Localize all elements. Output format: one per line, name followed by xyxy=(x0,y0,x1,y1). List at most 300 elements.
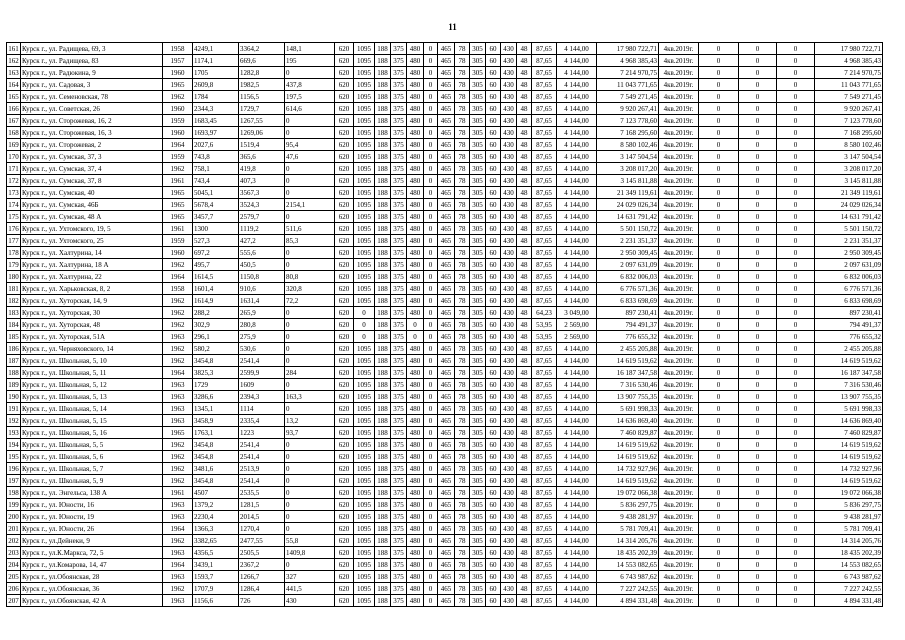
cell-price-1: 620 xyxy=(335,355,354,367)
cell-grand-total: 4 968 385,43 xyxy=(815,55,883,67)
cell-row-number: 172 xyxy=(8,176,19,185)
cell-grand-total: 14 619 519,62 xyxy=(815,439,883,451)
cell-price-11: 430 xyxy=(501,439,517,451)
cell-price-4: 375 xyxy=(391,235,407,247)
table-row xyxy=(7,55,883,67)
table-row xyxy=(7,427,883,439)
cell-period: 4кв.2019г. xyxy=(659,295,699,307)
cell-value-1: 0 xyxy=(699,487,739,499)
cell-price-10: 60 xyxy=(486,511,501,523)
cell-unit-cost: 4 144,00 xyxy=(557,139,597,151)
cell-total-cost: 7 316 530,46 xyxy=(597,379,659,391)
cell-tariff: 87,65 xyxy=(532,67,557,79)
table-row xyxy=(7,379,883,391)
cell-grand-total: 7 227 242,55 xyxy=(815,583,883,595)
cell-price-2: 1095 xyxy=(354,367,375,379)
cell-price-12: 48 xyxy=(517,151,532,163)
cell-price-11: 430 xyxy=(501,427,517,439)
cell-grand-total: 7 214 970,75 xyxy=(815,67,883,79)
cell-tariff: 87,65 xyxy=(532,355,557,367)
cell-price-12: 48 xyxy=(517,295,532,307)
cell-value-1: 0 xyxy=(699,571,739,583)
cell-period: 4кв.2019г. xyxy=(659,211,699,223)
table-row xyxy=(7,115,883,127)
cell-price-9: 305 xyxy=(470,103,486,115)
cell-unit-cost: 4 144,00 xyxy=(557,67,597,79)
cell-tariff: 87,65 xyxy=(532,163,557,175)
cell-price-12: 48 xyxy=(517,307,532,319)
cell-grand-total: 2 231 351,37 xyxy=(815,235,883,247)
cell-price-12: 48 xyxy=(517,355,532,367)
cell-value-1: 0 xyxy=(699,235,739,247)
cell-value-2: 0 xyxy=(739,391,777,403)
table-row xyxy=(7,283,883,295)
cell-total-area: 580,2 xyxy=(193,343,239,355)
cell-unit-cost: 4 144,00 xyxy=(557,535,597,547)
cell-row-number: 190 xyxy=(8,392,19,401)
cell-unit-cost: 4 144,00 xyxy=(557,295,597,307)
cell-price-9: 305 xyxy=(470,139,486,151)
cell-price-10: 60 xyxy=(486,379,501,391)
cell-price-10: 60 xyxy=(486,367,501,379)
cell-grand-total: 14 619 519,62 xyxy=(815,355,883,367)
cell-price-12: 48 xyxy=(517,343,532,355)
cell-total-area: 296,1 xyxy=(193,331,239,343)
cell-price-7: 465 xyxy=(438,151,455,163)
cell-nonresidential-area: 0 xyxy=(285,127,335,139)
cell-period: 4кв.2019г. xyxy=(659,451,699,463)
cell-value-2: 0 xyxy=(739,475,777,487)
cell-total-cost: 3 147 504,54 xyxy=(597,151,659,163)
cell-price-7: 465 xyxy=(438,511,455,523)
cell-value-2: 0 xyxy=(739,55,777,67)
cell-price-1: 620 xyxy=(335,223,354,235)
cell-price-11: 430 xyxy=(501,43,517,55)
cell-price-8: 78 xyxy=(455,55,470,67)
cell-price-12: 48 xyxy=(517,499,532,511)
cell-price-10: 60 xyxy=(486,559,501,571)
cell-price-12: 48 xyxy=(517,55,532,67)
cell-year-built: 1963 xyxy=(163,499,193,511)
cell-unit-cost: 3 049,00 xyxy=(557,307,597,319)
cell-tariff: 87,65 xyxy=(532,43,557,55)
cell-value-1: 0 xyxy=(699,247,739,259)
cell-price-3: 188 xyxy=(375,307,391,319)
cell-grand-total: 11 043 771,65 xyxy=(815,79,883,91)
cell-value-1: 0 xyxy=(699,79,739,91)
cell-price-6: 0 xyxy=(424,379,438,391)
cell-grand-total: 14 636 869,40 xyxy=(815,415,883,427)
cell-nonresidential-area: 1409,8 xyxy=(285,547,335,559)
cell-nonresidential-area: 0 xyxy=(285,487,335,499)
cell-period: 4кв.2019г. xyxy=(659,319,699,331)
cell-price-9: 305 xyxy=(470,511,486,523)
cell-price-6: 0 xyxy=(424,451,438,463)
cell-price-10: 60 xyxy=(486,271,501,283)
cell-period: 4кв.2019г. xyxy=(659,175,699,187)
cell-value-2: 0 xyxy=(739,331,777,343)
cell-price-11: 430 xyxy=(501,595,517,607)
cell-total-cost: 14 619 519,62 xyxy=(597,355,659,367)
cell-value-1: 0 xyxy=(699,403,739,415)
cell-grand-total: 21 349 119,61 xyxy=(815,187,883,199)
cell-row-number: 193 xyxy=(8,428,19,437)
cell-price-9: 305 xyxy=(470,499,486,511)
cell-price-7: 465 xyxy=(438,403,455,415)
cell-price-7: 465 xyxy=(438,187,455,199)
cell-value-1: 0 xyxy=(699,175,739,187)
cell-grand-total: 5 501 150,72 xyxy=(815,223,883,235)
cell-grand-total: 9 438 281,97 xyxy=(815,511,883,523)
cell-price-12: 48 xyxy=(517,571,532,583)
cell-row-number: 196 xyxy=(8,464,19,473)
cell-price-10: 60 xyxy=(486,439,501,451)
cell-price-7: 465 xyxy=(438,367,455,379)
cell-price-4: 375 xyxy=(391,595,407,607)
cell-price-11: 430 xyxy=(501,163,517,175)
cell-total-area: 1707,9 xyxy=(193,583,239,595)
cell-total-area: 697,2 xyxy=(193,247,239,259)
table-row xyxy=(7,127,883,139)
cell-nonresidential-area: 0 xyxy=(285,403,335,415)
cell-value-1: 0 xyxy=(699,199,739,211)
cell-value-1: 0 xyxy=(699,427,739,439)
cell-price-3: 188 xyxy=(375,271,391,283)
cell-price-7: 465 xyxy=(438,547,455,559)
cell-price-2: 0 xyxy=(354,307,375,319)
cell-value-3: 0 xyxy=(777,523,815,535)
cell-row-number: 183 xyxy=(8,308,19,317)
cell-living-area: 2599,9 xyxy=(239,367,285,379)
cell-address: Курск г., ул. Сумская, 48 А xyxy=(21,211,163,223)
cell-address: Курск г., ул. Хуторская, 51А xyxy=(21,331,163,343)
cell-price-1: 620 xyxy=(335,139,354,151)
cell-price-12: 48 xyxy=(517,283,532,295)
cell-price-8: 78 xyxy=(455,163,470,175)
cell-price-5: 480 xyxy=(407,367,424,379)
cell-value-3: 0 xyxy=(777,511,815,523)
cell-value-2: 0 xyxy=(739,79,777,91)
cell-price-8: 78 xyxy=(455,367,470,379)
cell-total-cost: 4 968 385,43 xyxy=(597,55,659,67)
cell-tariff: 87,65 xyxy=(532,235,557,247)
cell-living-area: 1982,5 xyxy=(239,79,285,91)
cell-price-3: 188 xyxy=(375,499,391,511)
cell-price-5: 480 xyxy=(407,523,424,535)
cell-price-1: 620 xyxy=(335,499,354,511)
cell-address: Курск г., ул. Черняховского, 14 xyxy=(21,343,163,355)
cell-price-2: 1095 xyxy=(354,247,375,259)
cell-value-1: 0 xyxy=(699,499,739,511)
cell-unit-cost: 4 144,00 xyxy=(557,199,597,211)
cell-price-9: 305 xyxy=(470,211,486,223)
cell-living-area: 427,2 xyxy=(239,235,285,247)
cell-nonresidential-area: 0 xyxy=(285,559,335,571)
cell-price-9: 305 xyxy=(470,307,486,319)
table-row xyxy=(7,259,883,271)
cell-price-12: 48 xyxy=(517,235,532,247)
cell-price-12: 48 xyxy=(517,367,532,379)
cell-price-8: 78 xyxy=(455,187,470,199)
cell-nonresidential-area: 13,2 xyxy=(285,415,335,427)
cell-price-4: 375 xyxy=(391,355,407,367)
cell-value-2: 0 xyxy=(739,127,777,139)
cell-value-1: 0 xyxy=(699,163,739,175)
cell-price-7: 465 xyxy=(438,487,455,499)
cell-price-9: 305 xyxy=(470,451,486,463)
cell-row-number: 176 xyxy=(8,224,19,233)
cell-living-area: 275,9 xyxy=(239,331,285,343)
cell-price-6: 0 xyxy=(424,367,438,379)
cell-row-number: 195 xyxy=(8,452,19,461)
cell-price-4: 375 xyxy=(391,67,407,79)
cell-price-7: 465 xyxy=(438,283,455,295)
cell-total-area: 1601,4 xyxy=(193,283,239,295)
table-row xyxy=(7,319,883,331)
table-row xyxy=(7,295,883,307)
cell-total-area: 1784 xyxy=(193,91,239,103)
cell-living-area: 2541,4 xyxy=(239,451,285,463)
cell-value-3: 0 xyxy=(777,307,815,319)
cell-price-3: 188 xyxy=(375,319,391,331)
cell-total-area: 5678,4 xyxy=(193,199,239,211)
cell-total-cost: 18 435 202,39 xyxy=(597,547,659,559)
cell-price-6: 0 xyxy=(424,391,438,403)
cell-price-5: 480 xyxy=(407,475,424,487)
cell-price-5: 480 xyxy=(407,499,424,511)
cell-value-2: 0 xyxy=(739,535,777,547)
cell-value-3: 0 xyxy=(777,475,815,487)
cell-price-12: 48 xyxy=(517,103,532,115)
cell-price-7: 465 xyxy=(438,463,455,475)
cell-unit-cost: 4 144,00 xyxy=(557,475,597,487)
cell-price-2: 1095 xyxy=(354,583,375,595)
cell-value-2: 0 xyxy=(739,247,777,259)
cell-living-area: 280,8 xyxy=(239,319,285,331)
cell-price-7: 465 xyxy=(438,223,455,235)
cell-nonresidential-area: 0 xyxy=(285,115,335,127)
table-row xyxy=(7,43,883,55)
cell-price-5: 480 xyxy=(407,463,424,475)
cell-row-number: 166 xyxy=(8,104,19,113)
table-row xyxy=(7,247,883,259)
cell-period: 4кв.2019г. xyxy=(659,583,699,595)
cell-price-9: 305 xyxy=(470,259,486,271)
cell-price-8: 78 xyxy=(455,223,470,235)
table-row xyxy=(7,499,883,511)
cell-price-9: 305 xyxy=(470,91,486,103)
cell-price-7: 465 xyxy=(438,475,455,487)
cell-value-3: 0 xyxy=(777,187,815,199)
cell-price-6: 0 xyxy=(424,55,438,67)
cell-price-1: 620 xyxy=(335,43,354,55)
cell-period: 4кв.2019г. xyxy=(659,439,699,451)
cell-grand-total: 6 776 571,36 xyxy=(815,283,883,295)
cell-price-9: 305 xyxy=(470,487,486,499)
cell-nonresidential-area: 95,4 xyxy=(285,139,335,151)
cell-row-number: 162 xyxy=(8,56,19,65)
cell-total-cost: 7 123 778,60 xyxy=(597,115,659,127)
cell-price-7: 465 xyxy=(438,595,455,607)
cell-row-number: 189 xyxy=(8,380,19,389)
cell-value-2: 0 xyxy=(739,367,777,379)
cell-unit-cost: 4 144,00 xyxy=(557,463,597,475)
cell-period: 4кв.2019г. xyxy=(659,91,699,103)
cell-living-area: 1270,4 xyxy=(239,523,285,535)
cell-price-11: 430 xyxy=(501,211,517,223)
cell-period: 4кв.2019г. xyxy=(659,139,699,151)
cell-price-7: 465 xyxy=(438,571,455,583)
cell-total-cost: 14 314 205,76 xyxy=(597,535,659,547)
cell-price-4: 375 xyxy=(391,55,407,67)
cell-tariff: 87,65 xyxy=(532,259,557,271)
cell-address: Курск г., ул. Радюкина, 9 xyxy=(21,67,163,79)
cell-price-9: 305 xyxy=(470,439,486,451)
cell-price-8: 78 xyxy=(455,283,470,295)
cell-total-cost: 7 214 970,75 xyxy=(597,67,659,79)
cell-value-2: 0 xyxy=(739,523,777,535)
cell-price-1: 620 xyxy=(335,475,354,487)
cell-tariff: 87,65 xyxy=(532,499,557,511)
table-row xyxy=(7,139,883,151)
cell-price-10: 60 xyxy=(486,103,501,115)
cell-price-3: 188 xyxy=(375,451,391,463)
cell-address: Курск г., ул.Дейнеки, 9 xyxy=(21,535,163,547)
cell-total-cost: 3 208 017,20 xyxy=(597,163,659,175)
cell-year-built: 1963 xyxy=(163,595,193,607)
cell-period: 4кв.2019г. xyxy=(659,355,699,367)
cell-total-area: 1763,1 xyxy=(193,427,239,439)
cell-period: 4кв.2019г. xyxy=(659,79,699,91)
cell-living-area: 1156,5 xyxy=(239,91,285,103)
cell-price-3: 188 xyxy=(375,199,391,211)
cell-value-1: 0 xyxy=(699,547,739,559)
cell-value-3: 0 xyxy=(777,595,815,607)
cell-price-8: 78 xyxy=(455,523,470,535)
cell-value-3: 0 xyxy=(777,439,815,451)
cell-price-1: 620 xyxy=(335,211,354,223)
cell-total-cost: 7 549 271,45 xyxy=(597,91,659,103)
cell-price-1: 620 xyxy=(335,115,354,127)
cell-total-area: 1300 xyxy=(193,223,239,235)
cell-row-number: 197 xyxy=(8,476,19,485)
cell-price-3: 188 xyxy=(375,547,391,559)
cell-tariff: 87,65 xyxy=(532,367,557,379)
cell-address: Курск г., ул. Халтурина, 18 А xyxy=(21,259,163,271)
cell-total-cost: 897 230,41 xyxy=(597,307,659,319)
cell-tariff: 87,65 xyxy=(532,55,557,67)
cell-tariff: 87,65 xyxy=(532,451,557,463)
cell-price-6: 0 xyxy=(424,319,438,331)
cell-year-built: 1959 xyxy=(163,115,193,127)
cell-price-12: 48 xyxy=(517,79,532,91)
cell-living-area: 365,6 xyxy=(239,151,285,163)
table-row xyxy=(7,535,883,547)
cell-price-6: 0 xyxy=(424,175,438,187)
cell-price-7: 465 xyxy=(438,559,455,571)
cell-total-cost: 6 776 571,36 xyxy=(597,283,659,295)
cell-price-5: 480 xyxy=(407,283,424,295)
cell-value-2: 0 xyxy=(739,223,777,235)
cell-price-6: 0 xyxy=(424,583,438,595)
cell-period: 4кв.2019г. xyxy=(659,163,699,175)
cell-total-area: 288,2 xyxy=(193,307,239,319)
cell-price-4: 375 xyxy=(391,163,407,175)
cell-total-cost: 14 636 869,40 xyxy=(597,415,659,427)
cell-price-11: 430 xyxy=(501,187,517,199)
cell-nonresidential-area: 327 xyxy=(285,571,335,583)
cell-year-built: 1963 xyxy=(163,547,193,559)
cell-price-12: 48 xyxy=(517,487,532,499)
cell-row-number: 184 xyxy=(8,320,19,329)
cell-value-1: 0 xyxy=(699,91,739,103)
cell-grand-total: 8 580 102,46 xyxy=(815,139,883,151)
cell-price-6: 0 xyxy=(424,271,438,283)
cell-price-10: 60 xyxy=(486,523,501,535)
cell-price-8: 78 xyxy=(455,175,470,187)
cell-total-cost: 11 043 771,65 xyxy=(597,79,659,91)
cell-price-8: 78 xyxy=(455,475,470,487)
cell-total-area: 5045,1 xyxy=(193,187,239,199)
cell-period: 4кв.2019г. xyxy=(659,559,699,571)
cell-period: 4кв.2019г. xyxy=(659,343,699,355)
cell-price-8: 78 xyxy=(455,571,470,583)
cell-grand-total: 6 833 698,69 xyxy=(815,295,883,307)
cell-price-3: 188 xyxy=(375,439,391,451)
cell-address: Курск г., ул. Школьная, 5, 16 xyxy=(21,427,163,439)
cell-value-1: 0 xyxy=(699,511,739,523)
cell-price-9: 305 xyxy=(470,583,486,595)
cell-price-8: 78 xyxy=(455,559,470,571)
cell-value-2: 0 xyxy=(739,199,777,211)
cell-price-12: 48 xyxy=(517,451,532,463)
cell-row-number: 180 xyxy=(8,272,19,281)
table-row xyxy=(7,463,883,475)
cell-year-built: 1965 xyxy=(163,79,193,91)
cell-tariff: 87,65 xyxy=(532,175,557,187)
cell-price-11: 430 xyxy=(501,583,517,595)
table-row xyxy=(7,223,883,235)
cell-value-1: 0 xyxy=(699,583,739,595)
cell-total-area: 1174,1 xyxy=(193,55,239,67)
cell-price-10: 60 xyxy=(486,487,501,499)
cell-value-3: 0 xyxy=(777,463,815,475)
cell-value-3: 0 xyxy=(777,343,815,355)
cell-value-2: 0 xyxy=(739,151,777,163)
cell-price-4: 375 xyxy=(391,583,407,595)
cell-value-2: 0 xyxy=(739,259,777,271)
cell-price-5: 480 xyxy=(407,151,424,163)
cell-price-3: 188 xyxy=(375,415,391,427)
cell-price-2: 1095 xyxy=(354,499,375,511)
cell-row-number: 202 xyxy=(8,536,19,545)
cell-year-built: 1965 xyxy=(163,211,193,223)
cell-value-2: 0 xyxy=(739,211,777,223)
cell-price-10: 60 xyxy=(486,415,501,427)
cell-row-number: 181 xyxy=(8,284,19,293)
cell-price-1: 620 xyxy=(335,331,354,343)
cell-value-1: 0 xyxy=(699,307,739,319)
table-row xyxy=(7,559,883,571)
cell-tariff: 87,65 xyxy=(532,427,557,439)
cell-price-4: 375 xyxy=(391,199,407,211)
table-row xyxy=(7,487,883,499)
cell-price-8: 78 xyxy=(455,151,470,163)
cell-price-9: 305 xyxy=(470,127,486,139)
cell-row-number: 206 xyxy=(8,584,19,593)
cell-price-5: 480 xyxy=(407,271,424,283)
cell-total-area: 4249,1 xyxy=(193,43,239,55)
